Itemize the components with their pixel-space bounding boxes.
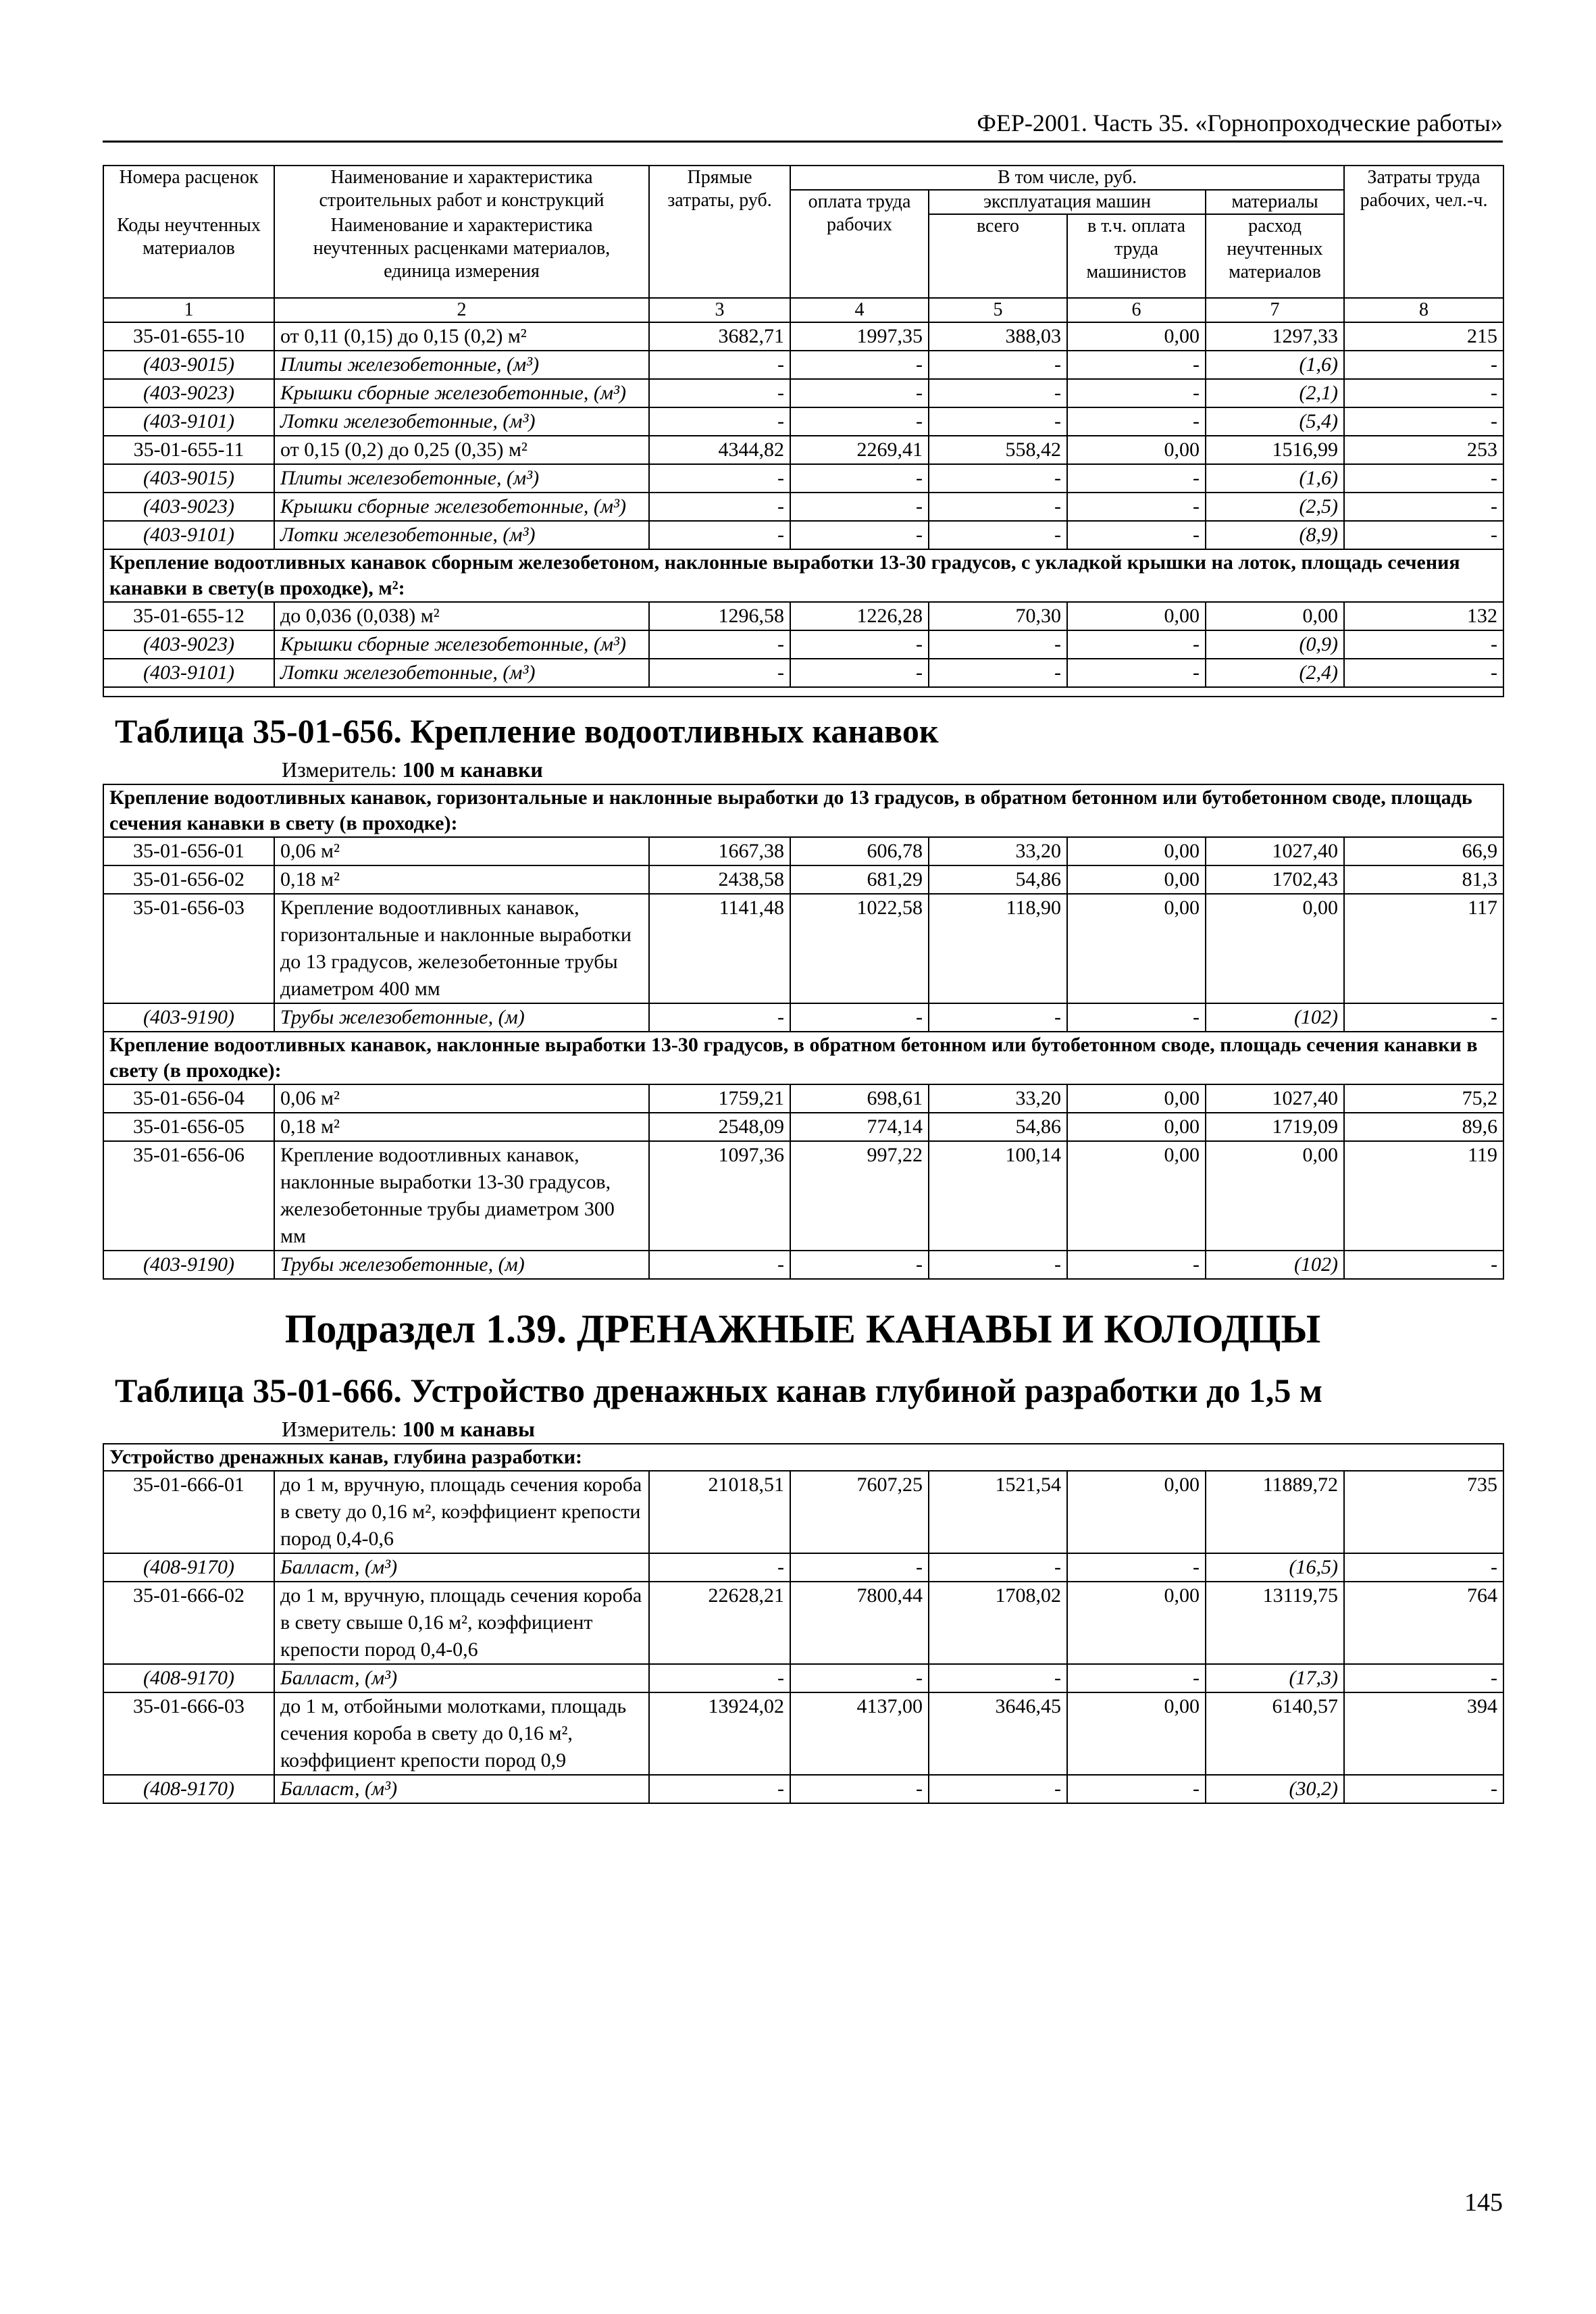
work-name-cell: до 1 м, вручную, площадь сечения короба в свету до 0,16 м², коэффициент крепости пород 0,4-0,6 [274, 1471, 649, 1553]
direct-costs-cell: 22628,21 [649, 1582, 790, 1664]
column-number: 4 [790, 298, 929, 322]
rate-code-cell: (403-9015) [103, 351, 274, 379]
labor-costs-cell: 119 [1344, 1141, 1503, 1251]
rate-code-cell: 35-01-656-05 [103, 1113, 274, 1141]
rate-code-cell: (408-9170) [103, 1775, 274, 1803]
materials-cell: (30,2) [1206, 1775, 1344, 1803]
machine-operators-cell: - [1067, 1664, 1206, 1692]
work-name-cell: Лотки железобетонные, (м³) [274, 521, 649, 549]
labor-pay-cell: 1022,58 [790, 894, 929, 1003]
work-name-cell: Крышки сборные железобетонные, (м³) [274, 493, 649, 521]
labor-costs-cell: - [1344, 1251, 1503, 1279]
rate-code-cell: 35-01-666-02 [103, 1582, 274, 1664]
table-row [103, 1775, 1503, 1803]
work-name-cell: Трубы железобетонные, (м) [274, 1003, 649, 1032]
header-rule [103, 141, 1503, 143]
table-row [103, 837, 1503, 865]
direct-costs-cell: - [649, 1664, 790, 1692]
materials-cell: (2,5) [1206, 493, 1344, 521]
machines-total-cell: - [929, 464, 1067, 493]
table-body [103, 1084, 1503, 1279]
column-number: 5 [929, 298, 1067, 322]
labor-costs-cell: - [1344, 521, 1503, 549]
labor-pay-cell: - [790, 659, 929, 687]
table-row [103, 659, 1503, 687]
direct-costs-cell: 4344,82 [649, 436, 790, 464]
machines-total-cell: 33,20 [929, 1084, 1067, 1113]
work-name-cell: Плиты железобетонные, (м³) [274, 351, 649, 379]
table-row [103, 436, 1503, 464]
machine-operators-cell: 0,00 [1067, 865, 1206, 894]
table-row [103, 351, 1503, 379]
column-number: 3 [649, 298, 790, 322]
labor-pay-cell: - [790, 1664, 929, 1692]
machines-total-cell: 1708,02 [929, 1582, 1067, 1664]
rate-code-cell: 35-01-656-03 [103, 894, 274, 1003]
labor-pay-cell: - [790, 1775, 929, 1803]
rate-code-cell: (403-9190) [103, 1003, 274, 1032]
table-body [103, 1032, 1503, 1084]
machines-total-cell: 100,14 [929, 1141, 1067, 1251]
labor-pay-cell: - [790, 379, 929, 407]
materials-cell: 0,00 [1206, 1141, 1344, 1251]
table-row [103, 1113, 1503, 1141]
labor-costs-cell: - [1344, 407, 1503, 436]
machines-total-cell: 54,86 [929, 1113, 1067, 1141]
table-title: Таблица 35-01-656. Крепление водоотливных канавок [115, 712, 939, 750]
header-work-name: Наименование и характеристика строительных работ и конструкций [274, 166, 649, 214]
header-unaccounted-name: Наименование и характеристика неучтенных расценками материалов, единица измерения [274, 214, 649, 298]
labor-costs-cell: - [1344, 630, 1503, 659]
table-row [103, 521, 1503, 549]
machines-total-cell: - [929, 1251, 1067, 1279]
work-name-cell: 0,06 м² [274, 837, 649, 865]
labor-pay-cell: - [790, 1251, 929, 1279]
machine-operators-cell: - [1067, 1553, 1206, 1582]
labor-costs-cell: 81,3 [1344, 865, 1503, 894]
page-number: 145 [1464, 2188, 1503, 2217]
machine-operators-cell: - [1067, 464, 1206, 493]
materials-cell: 6140,57 [1206, 1692, 1344, 1775]
rate-code-cell: 35-01-656-06 [103, 1141, 274, 1251]
labor-costs-cell: 66,9 [1344, 837, 1503, 865]
machines-total-cell: 54,86 [929, 865, 1067, 894]
work-name-cell: Лотки железобетонные, (м³) [274, 407, 649, 436]
labor-costs-cell: 394 [1344, 1692, 1503, 1775]
labor-pay-cell: - [790, 521, 929, 549]
materials-cell: 0,00 [1206, 894, 1344, 1003]
work-name-cell: Балласт, (м³) [274, 1775, 649, 1803]
work-name-cell: Балласт, (м³) [274, 1664, 649, 1692]
header-labor-pay: оплата труда рабочих [790, 190, 929, 298]
machine-operators-cell: 0,00 [1067, 1084, 1206, 1113]
labor-pay-cell: 2269,41 [790, 436, 929, 464]
work-name-cell: 0,18 м² [274, 865, 649, 894]
header-materials: материалы [1206, 190, 1344, 214]
labor-pay-cell: - [790, 630, 929, 659]
labor-pay-cell: 606,78 [790, 837, 929, 865]
rate-code-cell: (403-9101) [103, 659, 274, 687]
machines-total-cell: - [929, 1775, 1067, 1803]
rate-code-cell: (403-9190) [103, 1251, 274, 1279]
table-row [103, 1141, 1503, 1251]
rate-code-cell: 35-01-655-11 [103, 436, 274, 464]
work-name-cell: Крепление водоотливных канавок, наклонные выработки 13-30 градусов, железобетонные трубы диаметром 300 мм [274, 1141, 649, 1251]
rate-code-cell: (403-9101) [103, 521, 274, 549]
machines-total-cell: - [929, 521, 1067, 549]
running-header: ФЕР-2001. Часть 35. «Горнопроходческие работы» [977, 109, 1503, 136]
machine-operators-cell: - [1067, 1003, 1206, 1032]
labor-costs-cell: 215 [1344, 322, 1503, 351]
labor-pay-cell: 7800,44 [790, 1582, 929, 1664]
machines-total-cell: - [929, 351, 1067, 379]
direct-costs-cell: - [649, 1251, 790, 1279]
rate-code-cell: 35-01-656-01 [103, 837, 274, 865]
work-name-cell: от 0,11 (0,15) до 0,15 (0,2) м² [274, 322, 649, 351]
table-row [103, 1582, 1503, 1664]
table-row [103, 1251, 1503, 1279]
rate-code-cell: (408-9170) [103, 1664, 274, 1692]
work-name-cell: Крышки сборные железобетонные, (м³) [274, 379, 649, 407]
machine-operators-cell: - [1067, 521, 1206, 549]
machines-total-cell: - [929, 1003, 1067, 1032]
direct-costs-cell: 1097,36 [649, 1141, 790, 1251]
direct-costs-cell: 1296,58 [649, 602, 790, 630]
machines-total-cell: - [929, 630, 1067, 659]
labor-costs-cell: - [1344, 351, 1503, 379]
work-name-cell: от 0,15 (0,2) до 0,25 (0,35) м² [274, 436, 649, 464]
labor-pay-cell: - [790, 1003, 929, 1032]
spacer [103, 687, 1503, 697]
labor-costs-cell: - [1344, 659, 1503, 687]
table-body [103, 549, 1503, 602]
header-materials-unaccounted: расход неучтенных материалов [1206, 214, 1344, 298]
column-number: 7 [1206, 298, 1344, 322]
table-row [103, 894, 1503, 1003]
materials-cell: (102) [1206, 1251, 1344, 1279]
machine-operators-cell: - [1067, 1775, 1206, 1803]
materials-cell: 1027,40 [1206, 1084, 1344, 1113]
direct-costs-cell: - [649, 1553, 790, 1582]
direct-costs-cell: 1759,21 [649, 1084, 790, 1113]
work-name-cell: 0,18 м² [274, 1113, 649, 1141]
table-row [103, 322, 1503, 351]
table-row [103, 1471, 1503, 1553]
work-name-cell: до 1 м, вручную, площадь сечения короба в свету свыше 0,16 м², коэффициент крепости пород 0,4-0,6 [274, 1582, 649, 1664]
direct-costs-cell: - [649, 493, 790, 521]
section-title: Крепление водоотливных канавок сборным железобетоном, наклонные выработки 13-30 градусов, с укладкой крышки на лоток, площадь сечения канавки в свету(в проходке), м²: [103, 549, 1503, 602]
labor-costs-cell: 75,2 [1344, 1084, 1503, 1113]
materials-cell: (2,1) [1206, 379, 1344, 407]
labor-costs-cell: 117 [1344, 894, 1503, 1003]
labor-pay-cell: - [790, 407, 929, 436]
labor-pay-cell: 698,61 [790, 1084, 929, 1113]
direct-costs-cell: - [649, 521, 790, 549]
labor-costs-cell: - [1344, 1664, 1503, 1692]
materials-cell: (1,6) [1206, 351, 1344, 379]
table-body [103, 784, 1503, 837]
materials-cell: 1027,40 [1206, 837, 1344, 865]
work-name-cell: 0,06 м² [274, 1084, 649, 1113]
labor-costs-cell: 735 [1344, 1471, 1503, 1553]
table-row [103, 1084, 1503, 1113]
section-title: Крепление водоотливных канавок, горизонтальные и наклонные выработки до 13 градусов, в обратном бетонном или бутобетонном своде, площадь сечения канавки в свету (в проходке): [103, 784, 1503, 837]
machine-operators-cell: 0,00 [1067, 1141, 1206, 1251]
work-name-cell: Крепление водоотливных канавок, горизонтальные и наклонные выработки до 13 градусов, железобетонные трубы диаметром 400 мм [274, 894, 649, 1003]
table-row [103, 1003, 1503, 1032]
work-name-cell: до 0,036 (0,038) м² [274, 602, 649, 630]
machine-operators-cell: - [1067, 493, 1206, 521]
direct-costs-cell: 1667,38 [649, 837, 790, 865]
labor-costs-cell: 89,6 [1344, 1113, 1503, 1141]
direct-costs-cell: - [649, 351, 790, 379]
table-row [103, 407, 1503, 436]
table-header [103, 166, 1503, 322]
labor-costs-cell: - [1344, 1003, 1503, 1032]
labor-pay-cell: 7607,25 [790, 1471, 929, 1553]
machine-operators-cell: 0,00 [1067, 436, 1206, 464]
machine-operators-cell: 0,00 [1067, 1113, 1206, 1141]
materials-cell: (102) [1206, 1003, 1344, 1032]
direct-costs-cell: - [649, 407, 790, 436]
labor-pay-cell: 774,14 [790, 1113, 929, 1141]
column-number: 1 [103, 298, 274, 322]
machines-total-cell: - [929, 379, 1067, 407]
rate-code-cell: 35-01-656-04 [103, 1084, 274, 1113]
table-row [103, 865, 1503, 894]
machine-operators-cell: 0,00 [1067, 322, 1206, 351]
machine-operators-cell: - [1067, 630, 1206, 659]
work-name-cell: Трубы железобетонные, (м) [274, 1251, 649, 1279]
page-content [103, 165, 1503, 1804]
machine-operators-cell: - [1067, 407, 1206, 436]
machines-total-cell: - [929, 1553, 1067, 1582]
machine-operators-cell: 0,00 [1067, 602, 1206, 630]
rate-code-cell: (403-9023) [103, 630, 274, 659]
labor-costs-cell: 132 [1344, 602, 1503, 630]
table-row [103, 602, 1503, 630]
header-machines-total: всего [929, 214, 1067, 298]
labor-pay-cell: 681,29 [790, 865, 929, 894]
materials-cell: 1516,99 [1206, 436, 1344, 464]
column-number: 8 [1344, 298, 1503, 322]
subsection-title: Подраздел 1.39. ДРЕНАЖНЫЕ КАНАВЫ И КОЛОДЦЫ [284, 1307, 1321, 1351]
rate-code-cell: (408-9170) [103, 1553, 274, 1582]
machines-total-cell: 3646,45 [929, 1692, 1067, 1775]
machines-total-cell: 558,42 [929, 436, 1067, 464]
measure-value: 100 м канавки [402, 757, 543, 782]
materials-cell: (1,6) [1206, 464, 1344, 493]
machine-operators-cell: - [1067, 351, 1206, 379]
labor-costs-cell: - [1344, 464, 1503, 493]
table-row [103, 1664, 1503, 1692]
rate-code-cell: 35-01-655-12 [103, 602, 274, 630]
direct-costs-cell: 13924,02 [649, 1692, 790, 1775]
measure-label: Измеритель: [282, 1417, 397, 1441]
work-name-cell: Крышки сборные железобетонные, (м³) [274, 630, 649, 659]
machines-total-cell: 388,03 [929, 322, 1067, 351]
machines-total-cell: 33,20 [929, 837, 1067, 865]
header-direct-costs: Прямые затраты, руб. [649, 166, 790, 298]
work-name-cell: Плиты железобетонные, (м³) [274, 464, 649, 493]
rate-code-cell: 35-01-656-02 [103, 865, 274, 894]
rate-code-cell: (403-9023) [103, 379, 274, 407]
machines-total-cell: - [929, 493, 1067, 521]
machines-total-cell: - [929, 659, 1067, 687]
materials-cell: 11889,72 [1206, 1471, 1344, 1553]
machines-total-cell: 1521,54 [929, 1471, 1067, 1553]
direct-costs-cell: - [649, 659, 790, 687]
materials-cell: (16,5) [1206, 1553, 1344, 1582]
direct-costs-cell: - [649, 630, 790, 659]
table-measure [103, 1415, 1503, 1443]
direct-costs-cell: - [649, 1003, 790, 1032]
labor-costs-cell: - [1344, 379, 1503, 407]
direct-costs-cell: - [649, 464, 790, 493]
labor-pay-cell: - [790, 351, 929, 379]
table-row [103, 1553, 1503, 1582]
direct-costs-cell: 2438,58 [649, 865, 790, 894]
rates-table-655 [103, 165, 1504, 697]
section-title: Крепление водоотливных канавок, наклонные выработки 13-30 градусов, в обратном бетонном или бутобетонном своде, площадь сечения канавки в свету (в проходке): [103, 1032, 1503, 1084]
rate-code-cell: (403-9015) [103, 464, 274, 493]
machines-total-cell: - [929, 407, 1067, 436]
materials-cell: 1297,33 [1206, 322, 1344, 351]
table-row [103, 630, 1503, 659]
table-body [103, 1444, 1503, 1471]
machine-operators-cell: 0,00 [1067, 894, 1206, 1003]
materials-cell: 0,00 [1206, 602, 1344, 630]
direct-costs-cell: - [649, 1775, 790, 1803]
labor-costs-cell: - [1344, 1775, 1503, 1803]
direct-costs-cell: 1141,48 [649, 894, 790, 1003]
work-name-cell: Балласт, (м³) [274, 1553, 649, 1582]
measure-label: Измеритель: [282, 757, 397, 782]
materials-cell: 1719,09 [1206, 1113, 1344, 1141]
table-row [103, 464, 1503, 493]
rate-code-cell: (403-9023) [103, 493, 274, 521]
header-including: В том числе, руб. [790, 166, 1344, 190]
labor-pay-cell: 1997,35 [790, 322, 929, 351]
labor-pay-cell: - [790, 464, 929, 493]
labor-pay-cell: 4137,00 [790, 1692, 929, 1775]
machine-operators-cell: - [1067, 1251, 1206, 1279]
machine-operators-cell: 0,00 [1067, 1471, 1206, 1553]
column-number: 2 [274, 298, 649, 322]
table-title: Таблица 35-01-666. Устройство дренажных канав глубиной разработки до 1,5 м [115, 1372, 1322, 1409]
materials-cell: (0,9) [1206, 630, 1344, 659]
machine-operators-cell: 0,00 [1067, 837, 1206, 865]
header-machine-operators: в т.ч. оплата труда машинистов [1067, 214, 1206, 298]
materials-cell: (17,3) [1206, 1664, 1344, 1692]
rate-code-cell: (403-9101) [103, 407, 274, 436]
materials-cell: 13119,75 [1206, 1582, 1344, 1664]
header-unaccounted-codes: Коды неучтенных материалов [103, 214, 274, 298]
work-name-cell: Лотки железобетонные, (м³) [274, 659, 649, 687]
table-body [103, 1471, 1503, 1803]
table-row [103, 1692, 1503, 1775]
labor-pay-cell: 997,22 [790, 1141, 929, 1251]
header-labor-costs: Затраты труда рабочих, чел.-ч. [1344, 166, 1503, 298]
table-body [103, 322, 1503, 549]
materials-cell: 1702,43 [1206, 865, 1344, 894]
header-rate-numbers: Номера расценок [103, 166, 274, 214]
labor-costs-cell: 764 [1344, 1582, 1503, 1664]
machine-operators-cell: - [1067, 379, 1206, 407]
table-row [103, 493, 1503, 521]
machine-operators-cell: 0,00 [1067, 1582, 1206, 1664]
labor-pay-cell: - [790, 1553, 929, 1582]
labor-costs-cell: 253 [1344, 436, 1503, 464]
measure-value: 100 м канавы [402, 1417, 535, 1441]
rate-code-cell: 35-01-666-03 [103, 1692, 274, 1775]
materials-cell: (5,4) [1206, 407, 1344, 436]
direct-costs-cell: 2548,09 [649, 1113, 790, 1141]
section-title: Устройство дренажных канав, глубина разработки: [103, 1444, 1503, 1471]
materials-cell: (8,9) [1206, 521, 1344, 549]
work-name-cell: до 1 м, отбойными молотками, площадь сечения короба в свету до 0,16 м², коэффициент крепости пород 0,9 [274, 1692, 649, 1775]
labor-pay-cell: - [790, 493, 929, 521]
rate-code-cell: 35-01-655-10 [103, 322, 274, 351]
machines-total-cell: 70,30 [929, 602, 1067, 630]
direct-costs-cell: 21018,51 [649, 1471, 790, 1553]
table-row [103, 379, 1503, 407]
column-number: 6 [1067, 298, 1206, 322]
header-machines: эксплуатация машин [929, 190, 1206, 214]
labor-costs-cell: - [1344, 493, 1503, 521]
table-spacer [103, 687, 1503, 697]
direct-costs-cell: 3682,71 [649, 322, 790, 351]
machine-operators-cell: - [1067, 659, 1206, 687]
rate-code-cell: 35-01-666-01 [103, 1471, 274, 1553]
labor-pay-cell: 1226,28 [790, 602, 929, 630]
table-body [103, 837, 1503, 1032]
table-body [103, 602, 1503, 687]
machines-total-cell: 118,90 [929, 894, 1067, 1003]
rates-table-656 [103, 784, 1504, 1280]
direct-costs-cell: - [649, 379, 790, 407]
machines-total-cell: - [929, 1664, 1067, 1692]
labor-costs-cell: - [1344, 1553, 1503, 1582]
table-measure [103, 755, 1503, 784]
rates-table-666 [103, 1443, 1504, 1804]
machine-operators-cell: 0,00 [1067, 1692, 1206, 1775]
materials-cell: (2,4) [1206, 659, 1344, 687]
